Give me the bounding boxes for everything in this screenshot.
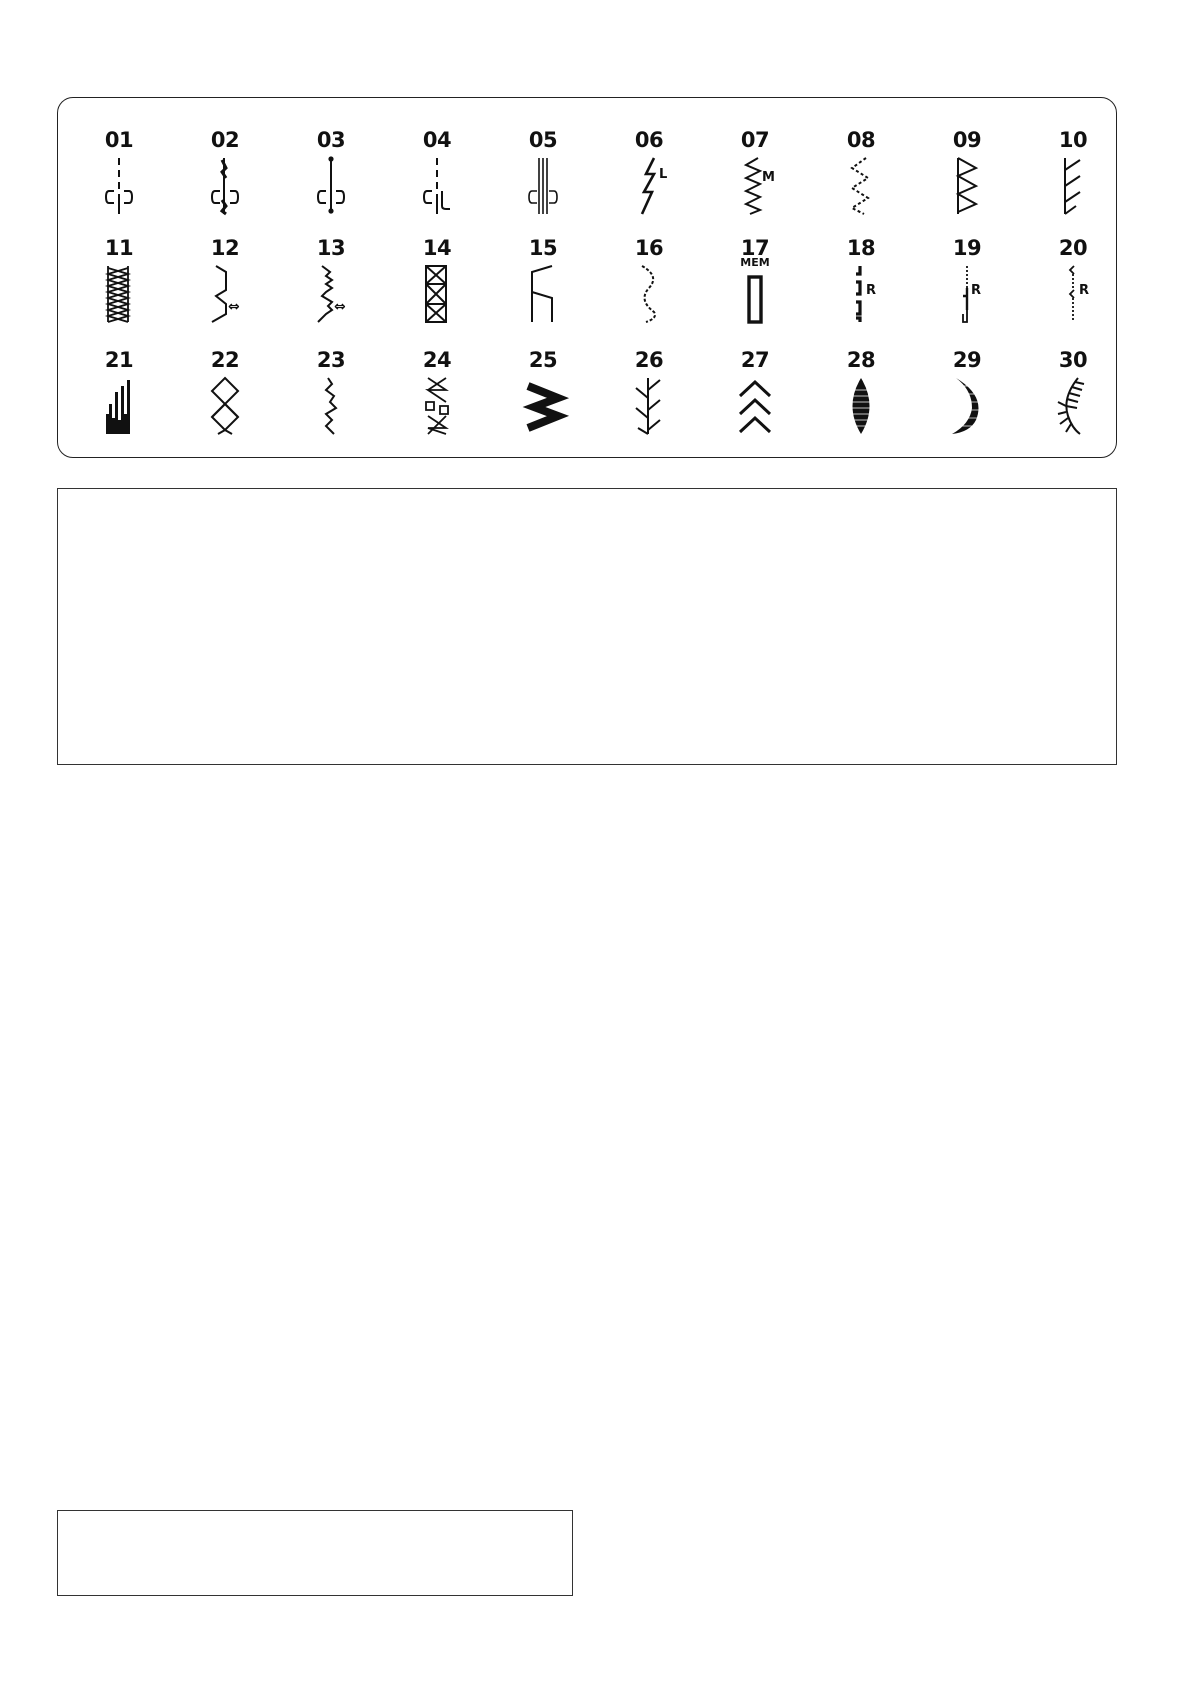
- stitch-item-01: [79, 128, 159, 228]
- stitch-item-09: [927, 128, 1007, 228]
- stitch-marker: R: [866, 283, 877, 298]
- stitch-item-10: [1033, 128, 1113, 228]
- stitch-item-17: [715, 236, 795, 336]
- stitch-item-27: [715, 348, 795, 448]
- satin-leaf-icon: [836, 376, 886, 436]
- scallop-wave-icon: [306, 376, 356, 436]
- stitch-item-29: [927, 348, 1007, 448]
- stitch-item-25: [503, 348, 583, 448]
- stitch-item-12: [185, 236, 265, 336]
- stitch-item-21: [79, 348, 159, 448]
- stitch-number: 05: [528, 128, 558, 152]
- stitch-number: 23: [316, 348, 346, 372]
- stitch-item-28: [821, 348, 901, 448]
- stitch-number: 25: [528, 348, 558, 372]
- fern-stitch-icon: [1048, 376, 1098, 436]
- stitch-number: 03: [316, 128, 346, 152]
- bridging-stitch-icon: [518, 264, 568, 324]
- decorative-knot-icon: [412, 376, 462, 436]
- stitch-number: 13: [316, 236, 346, 260]
- stitch-marker: R: [1079, 283, 1090, 298]
- stitch-number: 12: [210, 236, 240, 260]
- stitch-number: 02: [210, 128, 240, 152]
- small-box: [57, 1510, 573, 1596]
- zigzag-stitch-icon: [730, 156, 780, 216]
- stitch-number: 27: [740, 348, 770, 372]
- stitch-number: 21: [104, 348, 134, 372]
- stitch-number: 08: [846, 128, 876, 152]
- darning-stitch-icon: [836, 264, 886, 324]
- stitch-item-13: [291, 236, 371, 336]
- stitch-item-06: [609, 128, 689, 228]
- stitch-number: 28: [846, 348, 876, 372]
- width-adjust-arrow-icon: ⇔: [334, 299, 346, 315]
- stitch-item-18: [821, 236, 901, 336]
- elastic-blind-hem-icon: [306, 264, 356, 324]
- stitch-marker: R: [971, 283, 982, 298]
- stitch-item-20: [1033, 236, 1113, 336]
- stitch-number: 10: [1058, 128, 1088, 152]
- feather-stitch-icon: [624, 376, 674, 436]
- stitch-number: 07: [740, 128, 770, 152]
- blind-hem-icon: [200, 264, 250, 324]
- stitch-item-26: [609, 348, 689, 448]
- overlock-stitch-icon: [1048, 156, 1098, 216]
- locking-stitch-left-icon: [200, 156, 250, 216]
- stitch-number: 16: [634, 236, 664, 260]
- triple-straight-stitch-icon: [518, 156, 568, 216]
- stitch-number: 01: [104, 128, 134, 152]
- stitch-number: 14: [422, 236, 452, 260]
- stitch-item-07: [715, 128, 795, 228]
- stitch-marker: MEM: [740, 256, 770, 269]
- blanket-stitch-icon: [94, 376, 144, 436]
- stitch-item-08: [821, 128, 901, 228]
- stitch-number: 29: [952, 348, 982, 372]
- stitch-item-22: [185, 348, 265, 448]
- stitch-item-02: [185, 128, 265, 228]
- overcast-stitch-icon: [942, 156, 992, 216]
- smocking-stitch-icon: [624, 264, 674, 324]
- straight-stitch-center-icon: [412, 156, 462, 216]
- stitch-item-16: [609, 236, 689, 336]
- stitch-item-15: [503, 236, 583, 336]
- stitch-marker: M: [762, 170, 775, 185]
- stitch-number: 19: [952, 236, 982, 260]
- note-box: [57, 488, 1117, 765]
- satin-w-icon: [518, 376, 568, 436]
- box-overlock-icon: [412, 264, 462, 324]
- buttonhole-icon: [730, 256, 780, 324]
- stitch-number: 22: [210, 348, 240, 372]
- stitch-marker: L: [659, 167, 668, 182]
- stitch-item-23: [291, 348, 371, 448]
- stitch-item-14: [397, 236, 477, 336]
- stitch-item-04: [397, 128, 477, 228]
- stitch-item-19: [927, 236, 1007, 336]
- stitch-number: 06: [634, 128, 664, 152]
- crescent-stitch-icon: [942, 376, 992, 436]
- stitch-item-24: [397, 348, 477, 448]
- stitch-item-03: [291, 128, 371, 228]
- chevron-stitch-icon: [730, 376, 780, 436]
- diamond-stitch-icon: [200, 376, 250, 436]
- stitch-item-11: [79, 236, 159, 336]
- stitch-number: 11: [104, 236, 134, 260]
- straight-stitch-left-icon: [94, 156, 144, 216]
- stitch-number: 17: [740, 236, 770, 260]
- tacking-stitch-icon: [306, 156, 356, 216]
- multi-step-zigzag-icon: [836, 156, 886, 216]
- stitch-item-05: [503, 128, 583, 228]
- stitch-number: 26: [634, 348, 664, 372]
- darning-stitch-fine-icon: [942, 264, 992, 324]
- stitch-number: 20: [1058, 236, 1088, 260]
- stitch-number: 04: [422, 128, 452, 152]
- stretch-overlock-icon: [94, 264, 144, 324]
- stitch-number: 18: [846, 236, 876, 260]
- stitch-item-30: [1033, 348, 1113, 448]
- stitch-number: 09: [952, 128, 982, 152]
- width-adjust-arrow-icon: ⇔: [228, 299, 240, 315]
- stitch-number: 30: [1058, 348, 1088, 372]
- lightning-stitch-icon: [624, 156, 674, 216]
- stitch-chart-panel: [57, 97, 1117, 458]
- stitch-number: 15: [528, 236, 558, 260]
- bartack-stitch-icon: [1048, 264, 1098, 324]
- stitch-number: 24: [422, 348, 452, 372]
